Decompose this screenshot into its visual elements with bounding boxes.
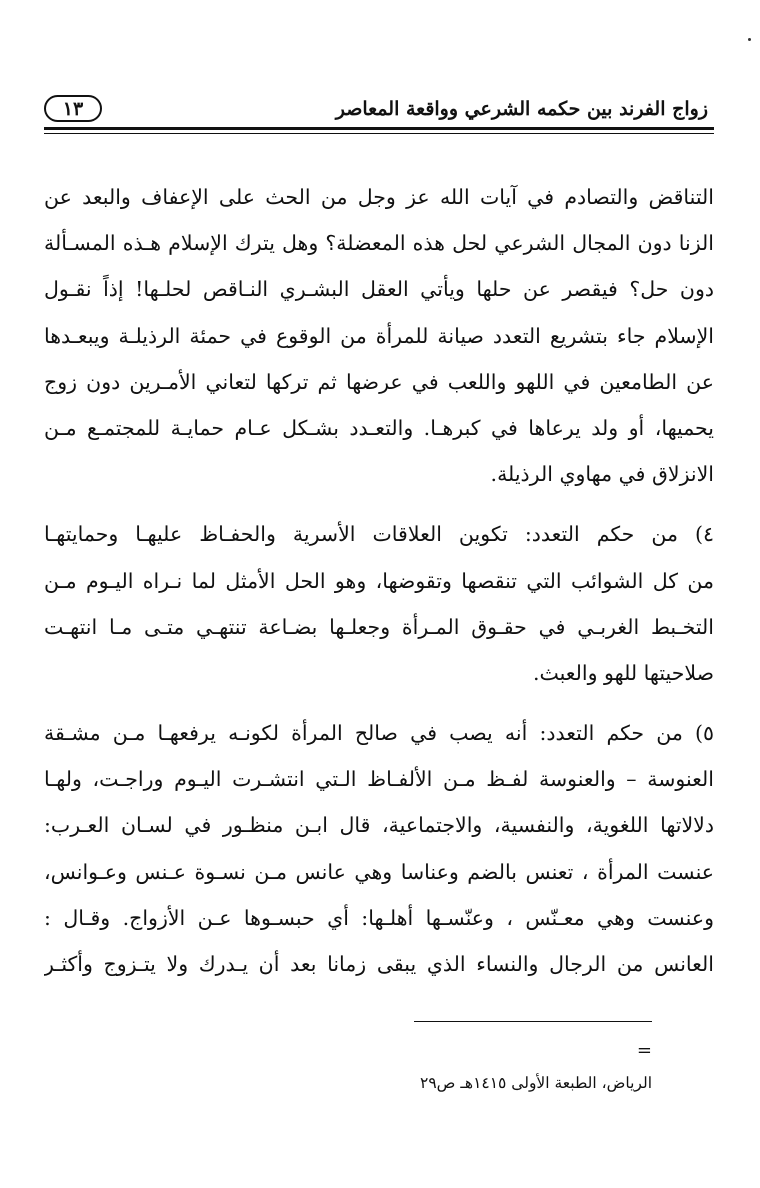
footnote-text: الرياض، الطبعة الأولى ١٤١٥هـ ص٢٩ xyxy=(420,1074,652,1092)
text-line: يحميها، أو ولد يرعاها في كبرهـا. والتعـدد بشـكل عـام حمايـة للمجتمـع مـن xyxy=(44,415,714,440)
text-line: الانزلاق في مهاوي الرذيلة. xyxy=(490,462,714,487)
text-line: ٤) من حكم التعدد: تكوين العلاقات الأسرية والحفـاظ عليهـا وحمايتهـا xyxy=(44,522,714,547)
text-line: التخـبط الغربـي في حقـوق المـرأة وجعلـها بضـاعة تنتهـي متـى مـا انتهـت xyxy=(44,614,714,639)
footnote-continuation-mark: = xyxy=(636,1040,652,1061)
text-line: العانس من الرجال والنساء الذي يبقى زمانا بعد أن يـدرك ولا يتـزوج وأكثـر xyxy=(44,952,714,976)
text-line: الإسلام جاء بتشريع التعدد صيانة للمرأة من الوقوع في حمئة الرذيلـة ويبعـدها xyxy=(44,323,714,348)
page-number-badge: ١٣ xyxy=(44,95,102,122)
footnote-separator xyxy=(414,1021,652,1022)
text-line: ٥) من حكم التعدد: أنه يصب في صالح المرأة لكونـه يرفعهـا مـن مشـقة xyxy=(44,721,714,746)
text-line: التناقض والتصادم في آيات الله عز وجل من الحث على الإعفاف والبعد عن xyxy=(44,185,714,209)
paragraph-1 xyxy=(44,174,714,497)
text-line: العنوسة – والعنوسة لفـظ مـن الألفـاظ الـتي انتشـرت اليـوم وراجـت، ولهـا xyxy=(44,767,714,792)
text-line: صلاحيتها للهو والعبث. xyxy=(532,660,714,685)
text-line: عنست المرأة ، تعنس بالضم وعناسا وهي عانس مـن نسـوة عـنس وعـوانس، xyxy=(44,859,714,884)
text-line: من كل الشوائب التي تنقصها وتقوضها، وهو الحل الأمثل لما نـراه اليـوم مـن xyxy=(44,568,714,593)
scan-speck xyxy=(748,38,751,41)
paragraph-2 xyxy=(44,511,714,696)
running-header-title: زواج الفرند بين حكمه الشرعي وواقعة المعاصر xyxy=(335,98,708,120)
text-line: دلالاتها اللغوية، والنفسية، والاجتماعية، قال ابـن منظـور في لسـان العـرب: xyxy=(44,813,714,838)
header-rule-thin xyxy=(44,133,714,134)
body-text xyxy=(44,174,714,987)
text-line: الزنا دون المجال الشرعي لحل هذه المعضلة؟ وهل يترك الإسلام هـذه المسـألة xyxy=(44,231,714,256)
paragraph-3 xyxy=(44,710,714,987)
text-line: وعنست وهي معـنّس ، وعنّسـها أهلـها: أي حبسـوها عـن الأزواج. وقـال : xyxy=(44,905,714,930)
header-rule-thick xyxy=(44,127,714,130)
text-line: عن الطامعين في اللهو واللعب في عرضها ثم تركها لتعاني الأمـرين دون زوج xyxy=(44,369,714,394)
text-line: دون حل؟ فيقصر عن حلها ويأتي العقل البشـري النـاقص لحلـها! إذاً نقـول xyxy=(44,277,714,302)
